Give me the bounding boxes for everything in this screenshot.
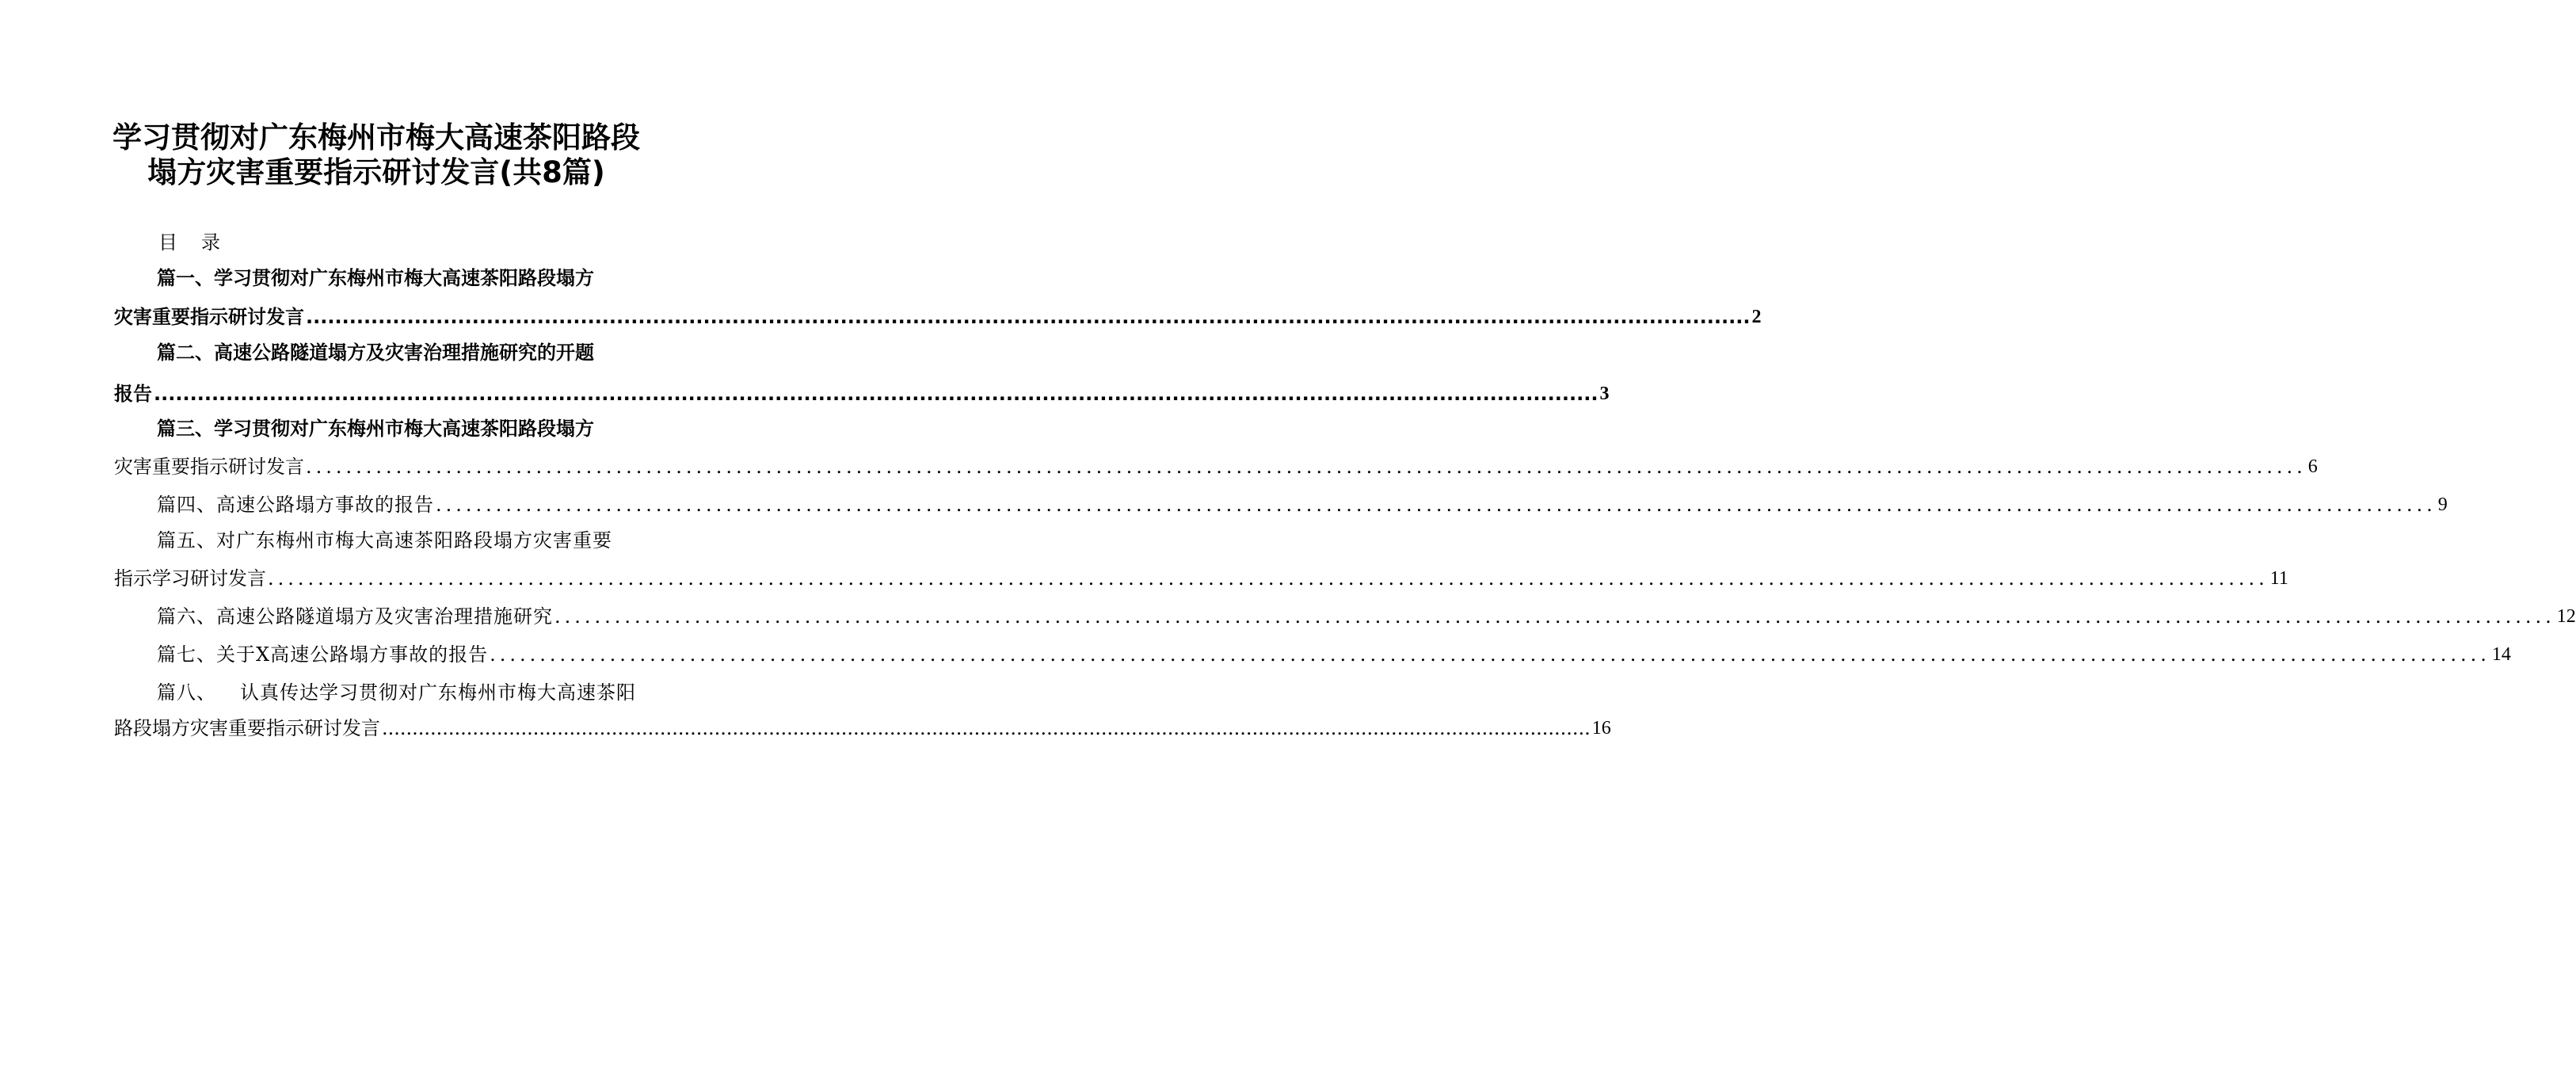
toc-entry-2-line-2[interactable] xyxy=(114,380,1610,407)
toc-entry-5-text-cont: 指示学习研讨发言 xyxy=(114,567,266,590)
toc-entry-3-text: 篇三、学习贯彻对广东梅州市梅大高速茶阳路段塌方 xyxy=(157,418,594,440)
toc-entry-2-page: 3 xyxy=(1599,384,1610,404)
toc-entry-8-page: 16 xyxy=(1591,718,1611,739)
toc-entry-7[interactable] xyxy=(157,641,2511,668)
toc-entry-3-text-cont: 灾害重要指示研讨发言 xyxy=(114,456,304,478)
toc-leader: ........................................................................................................................................................................................................ xyxy=(306,456,2307,478)
document-title-line-1: 学习贯彻对广东梅州市梅大高速茶阳路段 xyxy=(112,120,640,155)
toc-entry-8-line-2[interactable] xyxy=(114,715,1611,742)
toc-entry-7-text: 篇七、关于X高速公路塌方事故的报告 xyxy=(157,643,489,666)
toc-entry-7-page: 14 xyxy=(2491,644,2511,665)
toc-heading-char-2: 录 xyxy=(201,231,220,254)
toc-leader: ........................................................................................................................................................................................................ xyxy=(154,383,1599,405)
toc-leader: ........................................................................................................................................................................................................ xyxy=(436,494,2437,516)
toc-entry-8-line-1[interactable] xyxy=(157,679,638,706)
toc-entry-6-page: 12 xyxy=(2556,606,2576,627)
toc-entry-5-page: 11 xyxy=(2269,568,2288,589)
toc-entry-5-text: 篇五、对广东梅州市梅大高速茶阳路段塌方灾害重要 xyxy=(157,529,612,552)
toc-entry-8-text: 认真传达学习贯彻对广东梅州市梅大高速茶阳 xyxy=(240,681,636,704)
toc-entry-1-page: 2 xyxy=(1751,307,1762,327)
toc-entry-8-text-cont: 路段塌方灾害重要指示研讨发言 xyxy=(114,717,380,739)
toc-heading xyxy=(158,231,220,254)
toc-leader: ........................................................................................................................................................................................................ xyxy=(268,567,2269,590)
toc-entry-1-line-2[interactable] xyxy=(114,303,1762,330)
document-title-line-2: 塌方灾害重要指示研讨发言(共8篇) xyxy=(147,155,605,189)
toc-entry-4[interactable] xyxy=(157,491,2448,518)
toc-entry-5-line-1[interactable] xyxy=(157,527,638,554)
toc-entry-3-line-1[interactable] xyxy=(157,415,638,442)
toc-entry-1-text: 篇一、学习贯彻对广东梅州市梅大高速茶阳路段塌方 xyxy=(157,267,594,289)
toc-entry-6[interactable] xyxy=(157,603,2576,630)
toc-entry-5-line-2[interactable] xyxy=(114,565,2288,592)
toc-entry-4-page: 9 xyxy=(2437,494,2448,515)
toc-entry-2-text-cont: 报告 xyxy=(114,383,152,405)
toc-entry-8-prefix: 篇八、 xyxy=(157,681,216,704)
toc-entry-6-text: 篇六、高速公路隧道塌方及灾害治理措施研究 xyxy=(157,605,553,628)
toc-leader: ........................................................................................................................................................................................................ xyxy=(382,717,1591,739)
toc-leader: ........................................................................................................................................................................................................ xyxy=(306,306,1751,328)
toc-entry-4-text: 篇四、高速公路塌方事故的报告 xyxy=(157,494,434,516)
toc-entry-2-line-1[interactable] xyxy=(157,339,638,366)
toc-entry-1-text-cont: 灾害重要指示研讨发言 xyxy=(114,306,304,328)
toc-leader: ........................................................................................................................................................................................................ xyxy=(554,605,2555,628)
toc-entry-3-line-2[interactable] xyxy=(114,453,2318,480)
toc-entry-3-page: 6 xyxy=(2307,456,2318,477)
toc-leader: ........................................................................................................................................................................................................ xyxy=(490,643,2490,666)
toc-heading-char-1: 目 xyxy=(158,231,177,254)
toc-entry-2-text: 篇二、高速公路隧道塌方及灾害治理措施研究的开题 xyxy=(157,342,594,364)
toc-entry-1-line-1[interactable] xyxy=(157,265,638,292)
